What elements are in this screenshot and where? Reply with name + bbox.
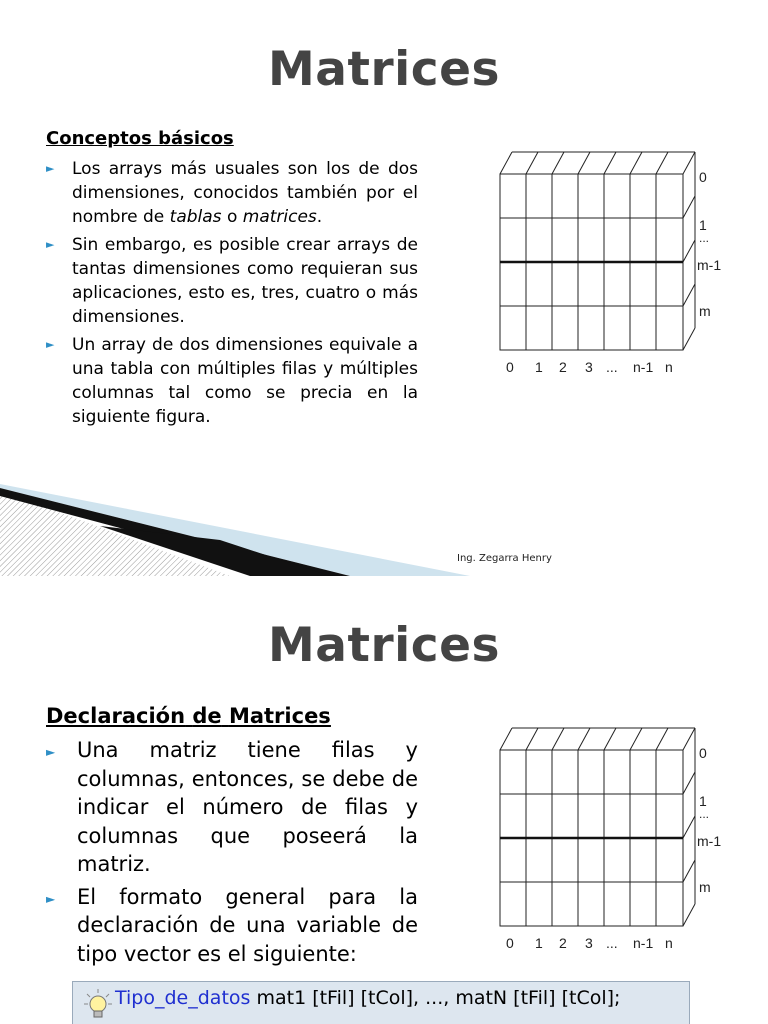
row-label: 0: [699, 745, 707, 761]
slide-title: Matrices: [268, 42, 500, 97]
matrix-grid: [500, 728, 695, 926]
section-heading: [46, 704, 331, 728]
bullet-item: [46, 157, 418, 229]
slide-title: Matrices: [268, 618, 500, 673]
col-label: 2: [559, 935, 567, 951]
row-label: m-1: [697, 833, 722, 849]
bullet-text: Una matriz tiene filas y columnas, entonces, se debe de indicar el número de filas y columnas que poseerá la matriz.: [77, 738, 418, 876]
row-label: 1: [699, 793, 707, 809]
code-text: mat1 [tFil] [tCol], ..., matN [tFil] [tCol];: [250, 987, 621, 1009]
triangle-bullet-icon: ►: [46, 745, 56, 759]
col-label: ...: [606, 935, 618, 951]
bullet-emphasis: matrices: [242, 207, 317, 227]
row-label: m: [699, 879, 711, 895]
bullet-text: o: [221, 207, 243, 227]
col-label: 1: [535, 935, 543, 951]
col-label: n-1: [633, 359, 654, 375]
bullet-emphasis: tablas: [169, 207, 222, 227]
col-label: 1: [535, 359, 543, 375]
triangle-bullet-icon: ►: [46, 162, 55, 175]
footer-author: Ing. Zegarra Henry: [457, 553, 552, 564]
section-heading: Conceptos básicos: [46, 128, 234, 149]
bullet-item: [46, 736, 418, 879]
code-keyword: Tipo_de_datos: [115, 987, 251, 1009]
col-label: n: [665, 935, 673, 951]
bullet-text: .: [316, 207, 323, 227]
bullet-item: [46, 233, 418, 329]
slide-2: [0, 576, 768, 1024]
matrix-figure: [495, 724, 735, 959]
row-label: 1: [699, 217, 707, 233]
heading-word: Declaración: [46, 704, 186, 728]
lightbulb-icon: [83, 988, 113, 1022]
row-label: ...: [699, 807, 710, 821]
triangle-bullet-icon: ►: [46, 238, 55, 251]
col-label: 3: [585, 935, 593, 951]
bullet-text: Los arrays más usuales son los de dos dimensiones, conocidos también por el nombre de: [72, 159, 418, 227]
bullet-text: Sin embargo, es posible crear arrays de tantas dimensiones como requieran sus aplicaciones, esto es, tres, cuatro o más dimensiones.: [72, 235, 418, 327]
col-label: 2: [559, 359, 567, 375]
col-label: ...: [606, 359, 618, 375]
bullet-item: [46, 883, 418, 969]
triangle-bullet-icon: ►: [46, 891, 56, 906]
bullet-item: [46, 333, 418, 429]
matrix-grid: [500, 152, 695, 350]
triangle-bullet-icon: ►: [46, 338, 55, 351]
col-label: 0: [506, 935, 514, 951]
row-label: m: [699, 303, 711, 319]
matrix-figure: [495, 148, 735, 383]
col-label: 0: [506, 359, 514, 375]
row-label: m-1: [697, 257, 722, 273]
col-label: n-1: [633, 935, 654, 951]
code-statement: [115, 987, 620, 1009]
heading-word: Matrices: [228, 704, 331, 728]
bullet-list: [46, 736, 418, 972]
heading-word: de: [192, 704, 222, 728]
col-label: n: [665, 359, 673, 375]
bullet-text: El formato general para la declaración de una variable de tipo vector es el siguiente:: [77, 884, 418, 966]
row-label: ...: [699, 231, 710, 245]
bullet-text: Un array de dos dimensiones equivale a una tabla con múltiples filas y múltiples columnas tal como se precia en la siguiente figura.: [72, 335, 418, 427]
code-syntax-box: [72, 981, 690, 1024]
col-label: 3: [585, 359, 593, 375]
decorative-swoosh: [0, 470, 470, 576]
row-label: 0: [699, 169, 707, 185]
bullet-list: [46, 157, 418, 433]
